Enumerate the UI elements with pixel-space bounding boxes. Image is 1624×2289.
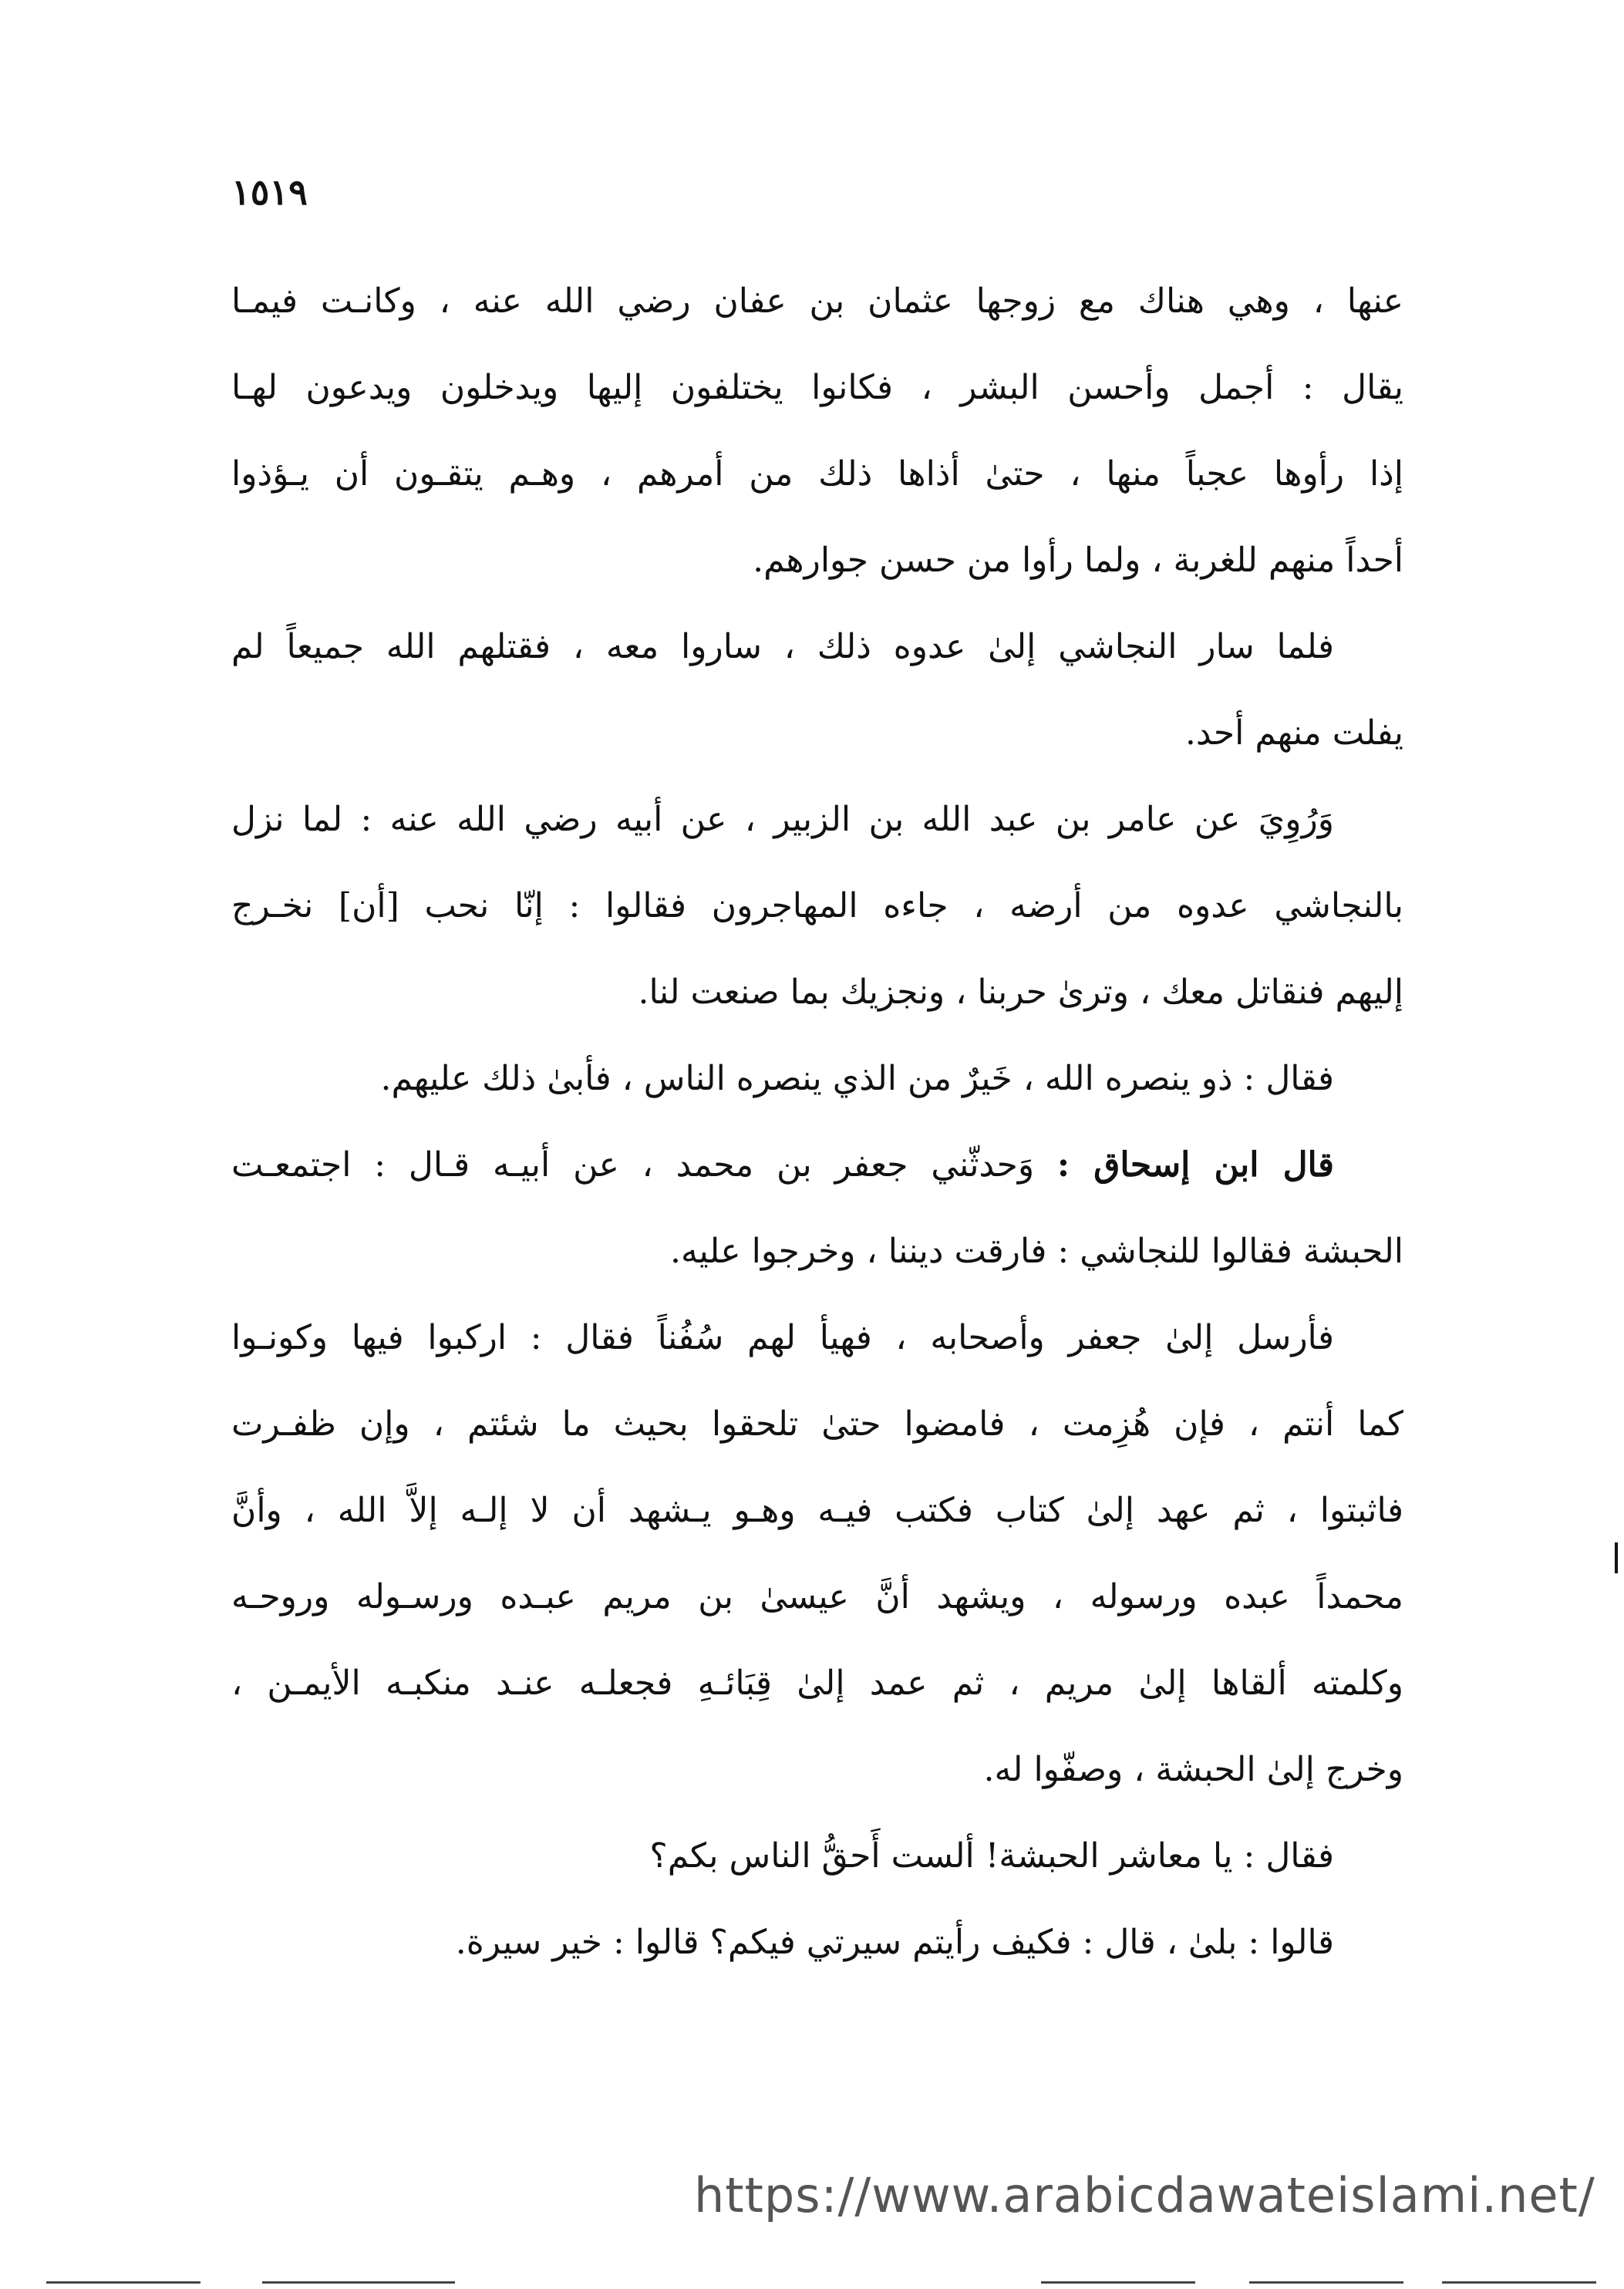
text-line: إليهم فنقاتل معك ، وترىٰ حربنا ، ونجزيك بما صنعت لنا. (638, 973, 1403, 1012)
bottom-rule (262, 2281, 455, 2284)
text-line: الحبشة فقالوا للنجاشي : فارقت ديننا ، وخرجوا عليه. (669, 1232, 1403, 1271)
text-line: فقال : ذو ينصره الله ، خَيرٌ من الذي ينصره الناس ، فأبىٰ ذلك عليهم. (380, 1059, 1334, 1098)
body-text (231, 258, 1403, 1986)
text-line: قالوا : بلىٰ ، قال : فكيف رأيتم سيرتي فيكم؟ قالوا : خير سيرة. (455, 1923, 1334, 1962)
paragraph-1 (231, 258, 1403, 604)
bottom-rule (1249, 2281, 1403, 2284)
text-line: وكلمته ألقاها إلىٰ مريم ، ثم عمد إلىٰ قِبَائـهِ فجعلـه عنـد منكبـه الأيمـن ، (231, 1664, 1403, 1703)
bottom-rule (1041, 2281, 1195, 2284)
paragraph-6 (231, 1295, 1403, 1813)
scan-edge-mark (1615, 1542, 1618, 1573)
text-line (231, 1122, 1403, 1209)
paragraph-3 (231, 777, 1403, 1036)
text-line: يقال : أجمل وأحسن البشر ، فكانوا يختلفون إليها ويدخلون ويدعون لهـا (231, 368, 1403, 407)
text-line: أحداً منهم للغربة ، ولما رأوا من حسن جوارهم. (753, 541, 1403, 580)
text-line: فأرسل إلىٰ جعفر وأصحابه ، فهيأ لهم سُفُناً فقال : اركبوا فيها وكونـوا (231, 1318, 1334, 1357)
paragraph-5 (231, 1122, 1403, 1295)
text-line: فلما سار النجاشي إلىٰ عدوه ذلك ، ساروا معه ، فقتلهم الله جميعاً لم (231, 627, 1334, 666)
text-segment: وَحدثّني جعفر بن محمد ، عن أبيـه قـال : اجتمعـت (231, 1145, 1057, 1185)
text-line: وخرج إلىٰ الحبشة ، وصفّوا له. (983, 1750, 1403, 1789)
text-line: فاثبتوا ، ثم عهد إلىٰ كتاب فكتب فيـه وهـو يـشهد أن لا إلـه إلاَّ الله ، وأنَّ (231, 1491, 1403, 1530)
text-line: وَرُوِيَ عن عامر بن عبد الله بن الزبير ، عن أبيه رضي الله عنه : لما نزل (231, 800, 1334, 839)
paragraph-2 (231, 604, 1403, 777)
bottom-rule (46, 2281, 200, 2284)
text-line: بالنجاشي عدوه من أرضه ، جاءه المهاجرون فقالوا : إنّا نحب [أن] نخـرج (231, 886, 1403, 925)
text-line: محمداً عبده ورسوله ، ويشهد أنَّ عيسىٰ بن مريم عبـده ورسـوله وروحـه (231, 1577, 1403, 1616)
paragraph-7 (231, 1813, 1403, 1900)
paragraph-8 (231, 1900, 1403, 1986)
text-line: إذا رأوها عجباً منها ، حتىٰ أذاها ذلك من أمرهم ، وهـم يتقـون أن يـؤذوا (231, 454, 1403, 494)
page-number: ١٥١٩ (231, 171, 308, 213)
text-line: فقال : يا معاشر الحبشة! ألست أَحقُّ الناس بكم؟ (649, 1836, 1334, 1876)
paragraph-4 (231, 1036, 1403, 1122)
text-line: يفلت منهم أحد. (1184, 713, 1403, 753)
text-line: كما أنتم ، فإن هُزِمت ، فامضوا حتىٰ تلحقوا بحيث ما شئتم ، وإن ظفـرت (231, 1404, 1403, 1444)
bottom-rule (1442, 2281, 1596, 2284)
text-line: عنها ، وهي هناك مع زوجها عثمان بن عفان رضي الله عنه ، وكانـت فيمـا (231, 281, 1403, 321)
watermark-url: https://www.arabicdawateislami.net/ (694, 2167, 1595, 2223)
bold-lead-phrase: قال ابن إسحاق : (1056, 1145, 1334, 1185)
